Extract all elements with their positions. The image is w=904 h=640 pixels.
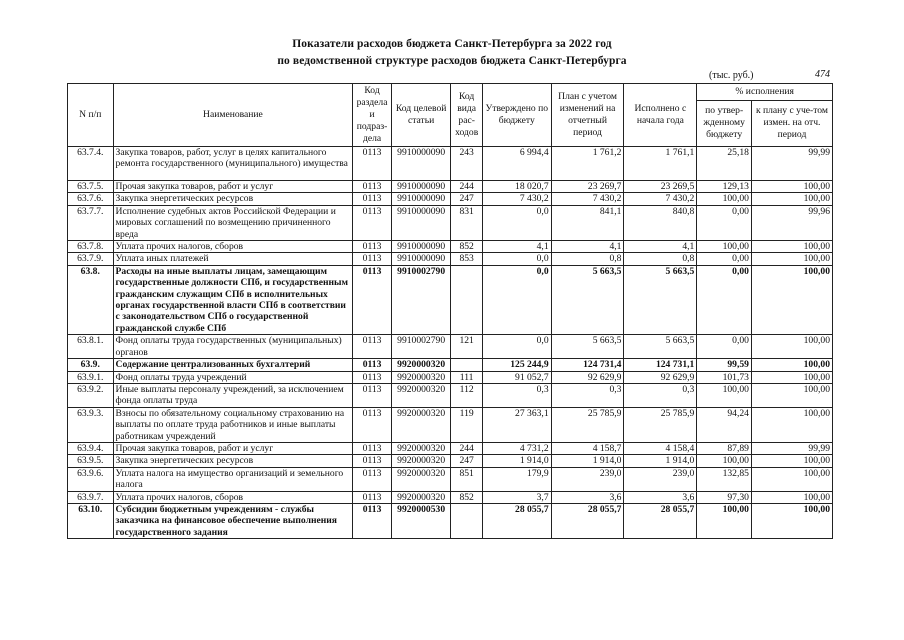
row-pct-plan: 100,00 xyxy=(751,265,832,334)
row-name: Прочая закупка товаров, работ и услуг xyxy=(113,181,353,193)
row-pct-plan: 100,00 xyxy=(751,503,832,538)
row-name: Фонд оплаты труда учреждений xyxy=(113,371,353,383)
row-pct-approved: 100,00 xyxy=(697,383,752,407)
row-name: Иные выплаты персоналу учреждений, за исключением фонда оплаты труда xyxy=(113,383,353,407)
row-executed: 25 785,9 xyxy=(624,407,697,442)
row-section-code: 0113 xyxy=(353,181,391,193)
row-name: Прочая закупка товаров, работ и услуг xyxy=(113,442,353,454)
row-approved: 4 731,2 xyxy=(482,442,551,454)
row-kind-code: 851 xyxy=(451,467,482,491)
row-pct-approved: 132,85 xyxy=(697,467,752,491)
row-pct-plan: 100,00 xyxy=(751,407,832,442)
row-approved: 0,3 xyxy=(482,383,551,407)
row-target-code: 9910000090 xyxy=(391,241,451,253)
row-plan: 3,6 xyxy=(551,491,624,503)
row-section-code: 0113 xyxy=(353,253,391,265)
row-kind-code: 852 xyxy=(451,491,482,503)
row-plan: 92 629,9 xyxy=(551,371,624,383)
row-pct-approved: 99,59 xyxy=(697,359,752,371)
table-row xyxy=(68,442,833,454)
row-executed: 5 663,5 xyxy=(624,335,697,359)
header-executed: Исполнено с начала года xyxy=(624,84,697,147)
row-num: 63.9.7. xyxy=(68,491,114,503)
row-section-code: 0113 xyxy=(353,491,391,503)
row-name: Закупка энергетических ресурсов xyxy=(113,455,353,467)
table-row xyxy=(68,181,833,193)
table-body xyxy=(68,147,833,539)
table-row xyxy=(68,503,833,538)
row-pct-approved: 87,89 xyxy=(697,442,752,454)
row-target-code: 9920000320 xyxy=(391,467,451,491)
units-label: (тыс. руб.) xyxy=(709,70,754,81)
row-plan: 28 055,7 xyxy=(551,503,624,538)
row-plan: 5 663,5 xyxy=(551,265,624,334)
row-num: 63.7.4. xyxy=(68,147,114,181)
row-approved: 1 914,0 xyxy=(482,455,551,467)
row-approved: 3,7 xyxy=(482,491,551,503)
row-name: Уплата налога на имущество организаций и земельного налога xyxy=(113,467,353,491)
row-name: Закупка энергетических ресурсов xyxy=(113,193,353,205)
row-pct-approved: 100,00 xyxy=(697,503,752,538)
row-executed: 4 158,4 xyxy=(624,442,697,454)
row-section-code: 0113 xyxy=(353,193,391,205)
row-pct-plan: 100,00 xyxy=(751,491,832,503)
row-num: 63.8. xyxy=(68,265,114,334)
row-kind-code xyxy=(451,359,482,371)
table-row xyxy=(68,383,833,407)
row-name: Фонд оплаты труда государственных (муниципальных) органов xyxy=(113,335,353,359)
row-num: 63.7.8. xyxy=(68,241,114,253)
row-plan: 841,1 xyxy=(551,205,624,240)
row-approved: 0,0 xyxy=(482,335,551,359)
row-name: Содержание централизованных бухгалтерий xyxy=(113,359,353,371)
row-name: Исполнение судебных актов Российской Федерации и мировых соглашений по возмещению причиненного вреда xyxy=(113,205,353,240)
row-section-code: 0113 xyxy=(353,407,391,442)
row-executed: 1 914,0 xyxy=(624,455,697,467)
row-approved: 27 363,1 xyxy=(482,407,551,442)
row-executed: 23 269,5 xyxy=(624,181,697,193)
row-num: 63.9.1. xyxy=(68,371,114,383)
row-num: 63.7.9. xyxy=(68,253,114,265)
row-pct-plan: 100,00 xyxy=(751,335,832,359)
row-plan: 23 269,7 xyxy=(551,181,624,193)
row-executed: 7 430,2 xyxy=(624,193,697,205)
header-kind-code: Код вида рас-ходов xyxy=(451,84,482,147)
row-pct-plan: 100,00 xyxy=(751,455,832,467)
row-pct-approved: 100,00 xyxy=(697,455,752,467)
row-approved: 0,0 xyxy=(482,265,551,334)
row-approved: 179,9 xyxy=(482,467,551,491)
document-title-line1: Показатели расходов бюджета Санкт-Петербурга за 2022 год xyxy=(292,38,612,50)
expenditure-table xyxy=(67,83,833,539)
row-approved: 91 052,7 xyxy=(482,371,551,383)
row-target-code: 9920000320 xyxy=(391,491,451,503)
row-plan: 5 663,5 xyxy=(551,335,624,359)
row-pct-plan: 99,96 xyxy=(751,205,832,240)
row-pct-plan: 100,00 xyxy=(751,181,832,193)
header-approved: Утверждено по бюджету xyxy=(482,84,551,147)
table-row xyxy=(68,491,833,503)
table-row xyxy=(68,455,833,467)
row-executed: 3,6 xyxy=(624,491,697,503)
row-plan: 0,3 xyxy=(551,383,624,407)
row-approved: 18 020,7 xyxy=(482,181,551,193)
table-row xyxy=(68,205,833,240)
row-section-code: 0113 xyxy=(353,359,391,371)
row-num: 63.9.5. xyxy=(68,455,114,467)
table-row xyxy=(68,407,833,442)
row-num: 63.9.6. xyxy=(68,467,114,491)
row-plan: 1 914,0 xyxy=(551,455,624,467)
row-kind-code: 121 xyxy=(451,335,482,359)
row-pct-approved: 94,24 xyxy=(697,407,752,442)
row-target-code: 9920000320 xyxy=(391,407,451,442)
row-kind-code: 119 xyxy=(451,407,482,442)
row-target-code: 9910000090 xyxy=(391,205,451,240)
row-executed: 4,1 xyxy=(624,241,697,253)
row-target-code: 9920000320 xyxy=(391,359,451,371)
row-kind-code: 831 xyxy=(451,205,482,240)
table-row xyxy=(68,359,833,371)
row-section-code: 0113 xyxy=(353,147,391,181)
row-plan: 25 785,9 xyxy=(551,407,624,442)
row-kind-code xyxy=(451,265,482,334)
row-pct-plan: 100,00 xyxy=(751,241,832,253)
row-kind-code: 247 xyxy=(451,455,482,467)
row-approved: 0,0 xyxy=(482,253,551,265)
row-approved: 7 430,2 xyxy=(482,193,551,205)
row-approved: 0,0 xyxy=(482,205,551,240)
row-pct-approved: 25,18 xyxy=(697,147,752,181)
header-target-code: Код целевой статьи xyxy=(391,84,451,147)
row-pct-plan: 100,00 xyxy=(751,383,832,407)
row-name: Уплата прочих налогов, сборов xyxy=(113,241,353,253)
row-pct-approved: 0,00 xyxy=(697,265,752,334)
row-pct-approved: 97,30 xyxy=(697,491,752,503)
row-num: 63.9.2. xyxy=(68,383,114,407)
row-pct-approved: 0,00 xyxy=(697,205,752,240)
row-target-code: 9910000090 xyxy=(391,193,451,205)
row-kind-code: 243 xyxy=(451,147,482,181)
row-target-code: 9910000090 xyxy=(391,253,451,265)
header-pct-group: % исполнения xyxy=(697,84,833,101)
row-section-code: 0113 xyxy=(353,455,391,467)
row-plan: 239,0 xyxy=(551,467,624,491)
row-pct-plan: 100,00 xyxy=(751,193,832,205)
row-executed: 5 663,5 xyxy=(624,265,697,334)
row-name: Уплата иных платежей xyxy=(113,253,353,265)
row-executed: 239,0 xyxy=(624,467,697,491)
row-target-code: 9920000320 xyxy=(391,442,451,454)
row-pct-approved: 100,00 xyxy=(697,241,752,253)
row-kind-code: 852 xyxy=(451,241,482,253)
row-pct-plan: 100,00 xyxy=(751,253,832,265)
row-section-code: 0113 xyxy=(353,442,391,454)
row-executed: 840,8 xyxy=(624,205,697,240)
row-section-code: 0113 xyxy=(353,205,391,240)
row-target-code: 9910002790 xyxy=(391,265,451,334)
row-approved: 4,1 xyxy=(482,241,551,253)
row-name: Субсидии бюджетным учреждениям - службы заказчика на финансовое обеспечение выполнения государственного задания xyxy=(113,503,353,538)
row-target-code: 9920000320 xyxy=(391,455,451,467)
row-executed: 92 629,9 xyxy=(624,371,697,383)
row-executed: 28 055,7 xyxy=(624,503,697,538)
document-title-line2: по ведомственной структуре расходов бюджета Санкт-Петербурга xyxy=(277,55,627,67)
row-pct-approved: 100,00 xyxy=(697,193,752,205)
header-plan: План с учетом изменений на отчетный период xyxy=(551,84,624,147)
row-pct-plan: 100,00 xyxy=(751,359,832,371)
row-executed: 1 761,1 xyxy=(624,147,697,181)
row-section-code: 0113 xyxy=(353,503,391,538)
row-section-code: 0113 xyxy=(353,371,391,383)
row-plan: 4 158,7 xyxy=(551,442,624,454)
row-approved: 6 994,4 xyxy=(482,147,551,181)
table-row xyxy=(68,253,833,265)
row-pct-plan: 100,00 xyxy=(751,371,832,383)
row-kind-code: 112 xyxy=(451,383,482,407)
row-target-code: 9910002790 xyxy=(391,335,451,359)
row-pct-plan: 100,00 xyxy=(751,467,832,491)
row-kind-code: 853 xyxy=(451,253,482,265)
row-pct-approved: 129,13 xyxy=(697,181,752,193)
row-executed: 0,3 xyxy=(624,383,697,407)
row-kind-code: 247 xyxy=(451,193,482,205)
row-pct-plan: 99,99 xyxy=(751,147,832,181)
row-kind-code: 244 xyxy=(451,442,482,454)
table-row xyxy=(68,467,833,491)
header-pct-plan: к плану с уче-том измен. на отч. период xyxy=(751,100,832,146)
table-row xyxy=(68,147,833,181)
row-section-code: 0113 xyxy=(353,383,391,407)
row-pct-approved: 0,00 xyxy=(697,335,752,359)
header-name: Наименование xyxy=(113,84,353,147)
row-target-code: 9910000090 xyxy=(391,147,451,181)
row-num: 63.7.7. xyxy=(68,205,114,240)
row-plan: 1 761,2 xyxy=(551,147,624,181)
row-plan: 4,1 xyxy=(551,241,624,253)
table-row xyxy=(68,371,833,383)
row-num: 63.9. xyxy=(68,359,114,371)
row-num: 63.9.3. xyxy=(68,407,114,442)
row-section-code: 0113 xyxy=(353,265,391,334)
row-plan: 7 430,2 xyxy=(551,193,624,205)
row-pct-approved: 101,73 xyxy=(697,371,752,383)
row-name: Расходы на иные выплаты лицам, замещающим государственные должности СПб, и государственным гражданским служащим СПб в исполнительных органах государственной власти СПб в соответствии с законодательством СПб о государственной гражданской службе СПб xyxy=(113,265,353,334)
row-kind-code: 111 xyxy=(451,371,482,383)
row-num: 63.9.4. xyxy=(68,442,114,454)
row-name: Уплата прочих налогов, сборов xyxy=(113,491,353,503)
row-kind-code xyxy=(451,503,482,538)
row-num: 63.10. xyxy=(68,503,114,538)
row-plan: 0,8 xyxy=(551,253,624,265)
row-target-code: 9920000320 xyxy=(391,383,451,407)
row-name: Закупка товаров, работ, услуг в целях капитального ремонта государственного (муниципального) имущества xyxy=(113,147,353,181)
row-name: Взносы по обязательному социальному страхованию на выплаты по оплате труда работников и иные выплаты работникам учреждений xyxy=(113,407,353,442)
page-number: 474 xyxy=(815,69,830,80)
header-section-code: Код раздела и подраз-дела xyxy=(353,84,391,147)
row-approved: 125 244,9 xyxy=(482,359,551,371)
row-section-code: 0113 xyxy=(353,467,391,491)
header-pct-approved: по утвер-жденному бюджету xyxy=(697,100,752,146)
table-row xyxy=(68,193,833,205)
row-plan: 124 731,4 xyxy=(551,359,624,371)
row-num: 63.8.1. xyxy=(68,335,114,359)
table-row xyxy=(68,241,833,253)
table-row xyxy=(68,335,833,359)
row-target-code: 9910000090 xyxy=(391,181,451,193)
row-pct-approved: 0,00 xyxy=(697,253,752,265)
row-num: 63.7.5. xyxy=(68,181,114,193)
row-executed: 124 731,1 xyxy=(624,359,697,371)
row-section-code: 0113 xyxy=(353,241,391,253)
header-num: N п/п xyxy=(68,84,114,147)
row-pct-plan: 99,99 xyxy=(751,442,832,454)
row-approved: 28 055,7 xyxy=(482,503,551,538)
row-kind-code: 244 xyxy=(451,181,482,193)
row-num: 63.7.6. xyxy=(68,193,114,205)
row-section-code: 0113 xyxy=(353,335,391,359)
row-executed: 0,8 xyxy=(624,253,697,265)
table-row xyxy=(68,265,833,334)
row-target-code: 9920000320 xyxy=(391,371,451,383)
row-target-code: 9920000530 xyxy=(391,503,451,538)
